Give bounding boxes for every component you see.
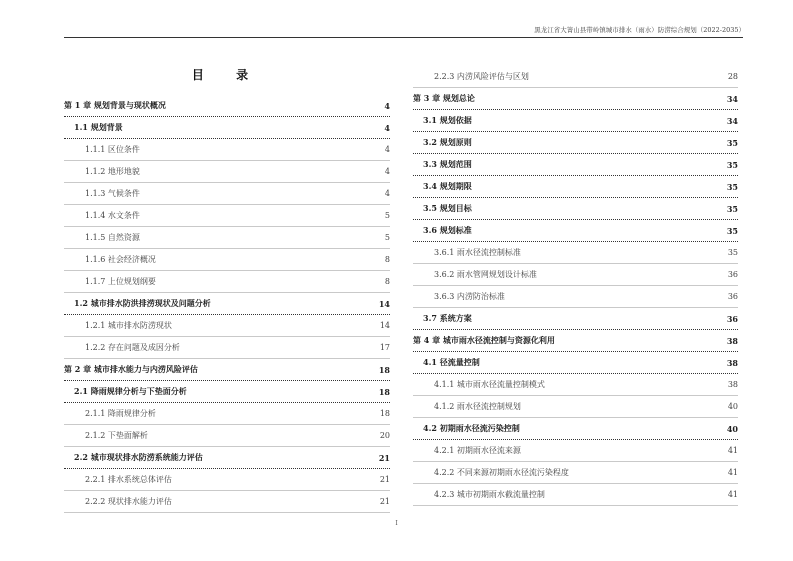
toc-entry[interactable] xyxy=(64,205,390,227)
toc-entry-page: 28 xyxy=(727,72,738,81)
toc-entry[interactable] xyxy=(413,176,738,198)
header-rule xyxy=(64,37,743,38)
toc-entry[interactable] xyxy=(413,330,738,352)
toc-entry-page: 41 xyxy=(727,468,738,477)
toc-entry-title: 1.1.6 社会经济概况 xyxy=(85,255,156,264)
toc-entry[interactable] xyxy=(413,154,738,176)
toc-entry-title: 2.1 降雨规律分析与下垫面分析 xyxy=(74,386,187,396)
toc-right-column xyxy=(413,66,738,506)
document-header: 黑龙江省大箐山县带岭镇城市排水（雨水）防涝综合规划（2022-2035） xyxy=(534,26,745,34)
toc-entry-title: 第 3 章 规划总论 xyxy=(413,93,475,103)
toc-entry-page: 41 xyxy=(727,446,738,455)
toc-entry-title: 1.1.7 上位规划纲要 xyxy=(85,277,156,286)
toc-entry-title: 2.1.1 降雨规律分析 xyxy=(85,409,156,418)
toc-entry-page: 18 xyxy=(379,409,390,418)
toc-entry-page: 21 xyxy=(379,475,390,484)
toc-entry-title: 3.6.2 雨水管网规划设计标准 xyxy=(434,270,537,279)
toc-entry[interactable] xyxy=(413,374,738,396)
toc-entry-page: 5 xyxy=(384,233,390,242)
toc-entry[interactable] xyxy=(64,315,390,337)
toc-entry-page: 20 xyxy=(379,431,390,440)
toc-entry[interactable] xyxy=(413,286,738,308)
toc-entry[interactable] xyxy=(413,242,738,264)
toc-entry[interactable] xyxy=(64,403,390,425)
toc-entry[interactable] xyxy=(64,183,390,205)
toc-left-column xyxy=(64,95,390,513)
toc-entry-title: 1.1.5 自然资源 xyxy=(85,233,140,242)
toc-entry-title: 第 1 章 规划背景与现状概况 xyxy=(64,100,166,110)
toc-entry-page: 4 xyxy=(384,122,390,133)
toc-title: 目 录 xyxy=(191,68,263,82)
toc-entry-title: 2.2.1 排水系统总体评估 xyxy=(85,475,172,484)
toc-entry-page: 36 xyxy=(727,270,738,279)
toc-entry-page: 35 xyxy=(726,203,738,214)
toc-entry-title: 2.2.2 现状排水能力评估 xyxy=(85,497,172,506)
toc-entry[interactable] xyxy=(64,293,390,315)
toc-entry-title: 2.1.2 下垫面解析 xyxy=(85,431,148,440)
toc-entry[interactable] xyxy=(413,352,738,374)
toc-entry[interactable] xyxy=(413,484,738,506)
toc-entry[interactable] xyxy=(64,337,390,359)
toc-entry-title: 4.1 径流量控制 xyxy=(423,357,480,367)
toc-entry-page: 38 xyxy=(726,335,738,346)
toc-entry[interactable] xyxy=(413,88,738,110)
toc-entry[interactable] xyxy=(64,117,390,139)
toc-entry[interactable] xyxy=(64,359,390,381)
toc-entry-title: 4.2.1 初期雨水径流来源 xyxy=(434,446,521,455)
toc-entry-page: 4 xyxy=(384,145,390,154)
toc-entry[interactable] xyxy=(64,381,390,403)
toc-entry-title: 1.1.4 水文条件 xyxy=(85,211,140,220)
toc-entry-title: 2.2.3 内涝风险评估与区划 xyxy=(434,72,529,81)
toc-entry-page: 35 xyxy=(726,137,738,148)
toc-entry-title: 1.2 城市排水防洪排涝现状及问题分析 xyxy=(74,298,211,308)
toc-entry-page: 8 xyxy=(384,255,390,264)
toc-entry-page: 36 xyxy=(726,313,738,324)
toc-entry-page: 5 xyxy=(384,211,390,220)
toc-entry-title: 1.1.2 地形地貌 xyxy=(85,167,140,176)
toc-entry-page: 8 xyxy=(384,277,390,286)
toc-entry-title: 3.6.1 雨水径流控制标准 xyxy=(434,248,521,257)
toc-entry[interactable] xyxy=(64,425,390,447)
toc-entry-title: 3.3 规划范围 xyxy=(423,159,472,169)
toc-entry-page: 21 xyxy=(378,452,390,463)
toc-entry-page: 38 xyxy=(726,357,738,368)
toc-entry[interactable] xyxy=(413,396,738,418)
toc-entry-title: 4.2.3 城市初期雨水截流量控制 xyxy=(434,490,545,499)
toc-entry[interactable] xyxy=(64,271,390,293)
toc-entry-page: 34 xyxy=(726,115,738,126)
toc-entry-page: 4 xyxy=(384,167,390,176)
toc-entry-page: 36 xyxy=(727,292,738,301)
toc-entry-title: 4.1.1 城市雨水径流量控制模式 xyxy=(434,380,545,389)
toc-entry-page: 41 xyxy=(727,490,738,499)
toc-entry-title: 第 4 章 城市雨水径流控制与资源化利用 xyxy=(413,335,555,345)
toc-entry[interactable] xyxy=(413,440,738,462)
toc-entry-title: 3.4 规划期限 xyxy=(423,181,472,191)
toc-entry-title: 3.2 规划原则 xyxy=(423,137,472,147)
toc-entry-page: 35 xyxy=(726,159,738,170)
toc-entry-page: 38 xyxy=(727,380,738,389)
toc-entry-page: 34 xyxy=(726,93,738,104)
toc-entry-page: 17 xyxy=(379,343,390,352)
toc-entry-title: 4.2.2 不同来源初期雨水径流污染程度 xyxy=(434,468,569,477)
toc-entry[interactable] xyxy=(64,95,390,117)
toc-entry-page: 18 xyxy=(378,364,390,375)
toc-entry[interactable] xyxy=(413,66,738,88)
toc-entry-title: 3.6.3 内涝防治标准 xyxy=(434,292,505,301)
toc-entry-page: 4 xyxy=(384,100,390,111)
toc-entry[interactable] xyxy=(64,447,390,469)
toc-entry-page: 18 xyxy=(378,386,390,397)
toc-entry-page: 14 xyxy=(379,321,390,330)
toc-entry-title: 3.7 系统方案 xyxy=(423,313,472,323)
toc-entry-title: 3.6 规划标准 xyxy=(423,225,472,235)
toc-entry-title: 3.1 规划依据 xyxy=(423,115,472,125)
toc-entry-title: 1.2.2 存在问题及成因分析 xyxy=(85,343,180,352)
toc-entry[interactable] xyxy=(64,139,390,161)
toc-entry[interactable] xyxy=(413,220,738,242)
toc-entry-page: 21 xyxy=(379,497,390,506)
toc-entry-page: 40 xyxy=(727,402,738,411)
page-number: I xyxy=(395,520,398,527)
toc-entry-title: 4.1.2 雨水径流控制规划 xyxy=(434,402,521,411)
toc-entry-page: 35 xyxy=(727,248,738,257)
toc-entry-title: 3.5 规划目标 xyxy=(423,203,472,213)
toc-entry-title: 1.2.1 城市排水防涝现状 xyxy=(85,321,172,330)
toc-entry-title: 1.1.3 气候条件 xyxy=(85,189,140,198)
toc-entry-title: 2.2 城市现状排水防涝系统能力评估 xyxy=(74,452,203,462)
toc-entry-page: 14 xyxy=(378,298,390,309)
toc-entry-title: 4.2 初期雨水径流污染控制 xyxy=(423,423,520,433)
toc-entry[interactable] xyxy=(413,110,738,132)
toc-entry[interactable] xyxy=(413,132,738,154)
toc-entry-title: 1.1 规划背景 xyxy=(74,122,123,132)
toc-entry[interactable] xyxy=(64,469,390,491)
toc-entry-title: 1.1.1 区位条件 xyxy=(85,145,140,154)
toc-entry[interactable] xyxy=(64,227,390,249)
toc-entry[interactable] xyxy=(413,198,738,220)
toc-entry[interactable] xyxy=(413,308,738,330)
toc-entry[interactable] xyxy=(413,418,738,440)
toc-entry-page: 40 xyxy=(726,423,738,434)
toc-entry[interactable] xyxy=(64,491,390,513)
toc-entry-title: 第 2 章 城市排水能力与内涝风险评估 xyxy=(64,364,198,374)
toc-entry[interactable] xyxy=(413,462,738,484)
toc-entry[interactable] xyxy=(413,264,738,286)
toc-entry[interactable] xyxy=(64,249,390,271)
toc-entry-page: 35 xyxy=(726,181,738,192)
toc-entry-page: 4 xyxy=(384,189,390,198)
toc-entry-page: 35 xyxy=(726,225,738,236)
toc-entry[interactable] xyxy=(64,161,390,183)
